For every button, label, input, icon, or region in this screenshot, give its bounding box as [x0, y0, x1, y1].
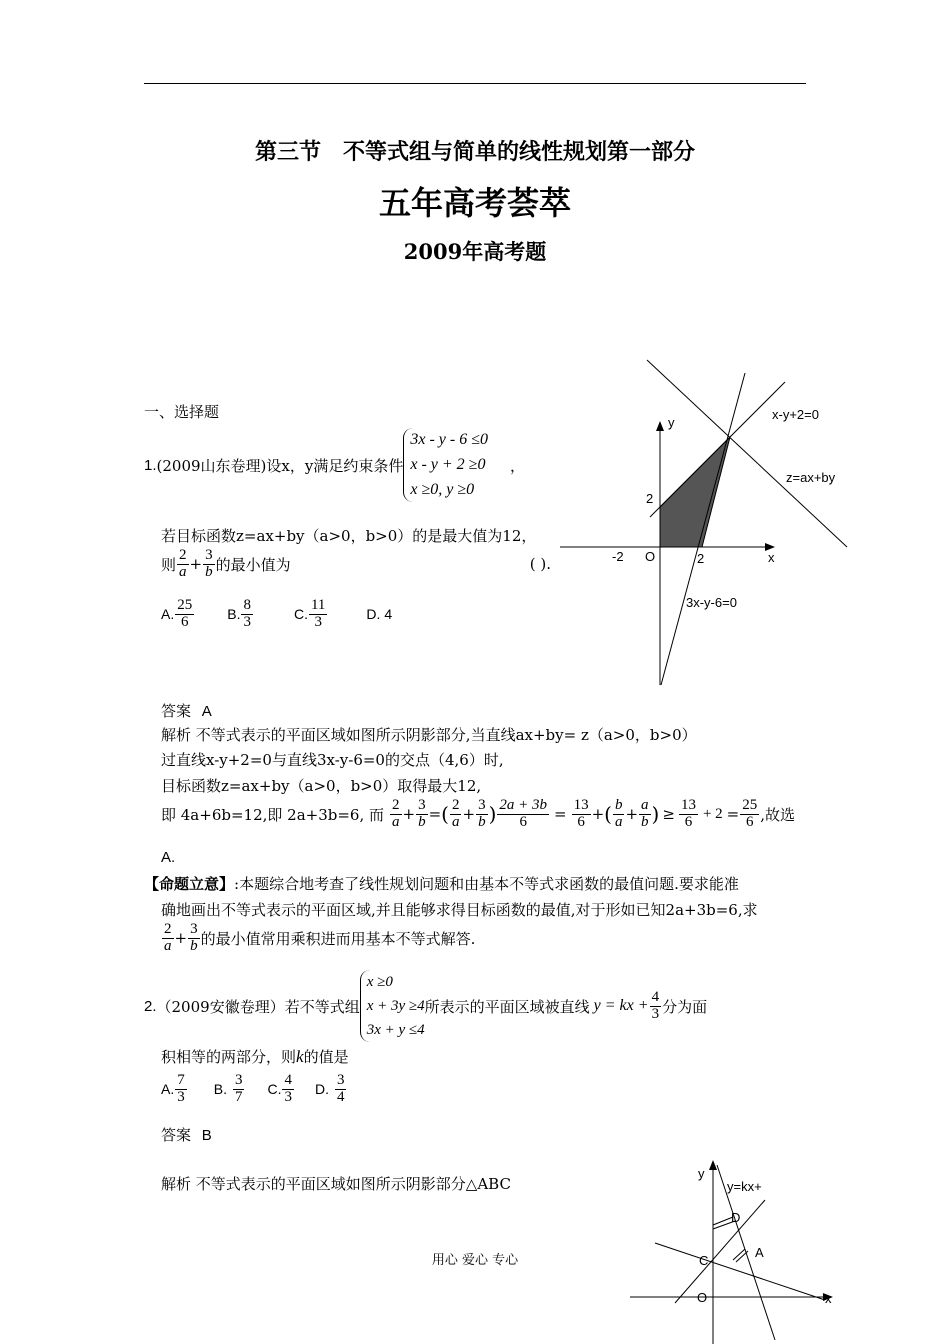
plus-two: + 2: [702, 805, 723, 822]
q1-option-d: D. 4: [366, 606, 393, 623]
frac-3-b: $\frac{3}{b}$: [418, 797, 426, 830]
q1-constraint: x ≥0, y ≥0: [410, 480, 475, 498]
y-axis-label: y: [698, 1166, 705, 1181]
x-axis-label: x: [768, 550, 775, 565]
frac-b-a: $\frac{b}{a}$: [614, 797, 623, 830]
answer-value: A: [201, 703, 212, 720]
line-label-y-kx: y=kx+: [727, 1179, 762, 1194]
feasible-region-shade: [660, 437, 730, 547]
answer-label: 答案: [161, 1126, 192, 1144]
q1-option-a: A. $\frac{25}{6}$: [161, 597, 193, 630]
answer-label: 答案: [161, 702, 192, 720]
origin-label: O: [645, 549, 656, 564]
plus-sign: +: [462, 805, 476, 824]
q2-stem-line2: 积相等的两部分，则k的值是: [161, 1047, 349, 1066]
left-paren: (: [604, 802, 612, 827]
q1-source: (2009山东卷理): [156, 456, 267, 475]
q2-stem-a: 若不等式组: [284, 997, 360, 1016]
q1-constraint: x - y + 2 ≥0: [410, 455, 486, 473]
q2-analysis-1: 解析 不等式表示的平面区域如图所示阴影部分△ABC: [161, 1175, 511, 1193]
right-paren: ): [651, 802, 660, 827]
line-x-minus-y-plus-2: [650, 382, 785, 517]
main-title: 五年高考荟萃: [378, 184, 571, 222]
q1-analysis-3: 目标函数z=ax+by（a>0，b>0）取得最大12,: [161, 777, 482, 795]
frac-a-b: $\frac{a}{b}$: [641, 797, 649, 830]
left-paren: (: [441, 802, 449, 827]
frac-13-6: $\frac{13}{6}$: [573, 797, 589, 830]
line-label-z: z=ax+by: [786, 470, 836, 485]
frac-3-b: $\frac{3}{b}$: [190, 921, 198, 954]
q2-stem-b: 所表示的平面区域被直线: [424, 997, 590, 1016]
q1-constraint-system: [403, 428, 488, 502]
y-axis-arrow: [656, 421, 664, 431]
formula-pre-text: 即 4a+6b=12,即 2a+3b=6, 而: [161, 805, 385, 824]
plus-sign: +: [189, 555, 203, 574]
frac-2-a: $\frac{2}{a}$: [164, 921, 172, 954]
q1-analysis-1: 解析 不等式表示的平面区域如图所示阴影部分,当直线ax+by= z（a>0，b>0）: [161, 726, 697, 744]
q2-constraint-system: [360, 970, 425, 1042]
q2-line-eq: y = kx +: [593, 997, 649, 1014]
q2-number: 2.: [144, 997, 157, 1015]
origin-label: O: [697, 1290, 708, 1305]
q1-analysis-2: 过直线x-y+2=0与直线3x-y-6=0的交点（4,6）时,: [161, 751, 504, 769]
y-axis-arrow: [709, 1160, 717, 1170]
formula-post-text: ,故选: [760, 805, 796, 824]
q1-line2: 若目标函数z=ax+by（a>0，b>0）的是最大值为12，: [161, 527, 537, 545]
q1-options: [161, 598, 392, 631]
q2-option-c: C. $\frac{4}{3}$: [267, 1072, 292, 1105]
q2-option-b: B. $\frac{3}{7}$: [213, 1072, 243, 1105]
line-label-3x-y-6: 3x-y-6=0: [686, 595, 737, 610]
q1-comma: ，: [509, 456, 525, 475]
q1-frac-3-b: $\frac{3}{b}$: [205, 547, 213, 580]
q2-constraint: x + 3y ≥4: [366, 998, 425, 1014]
tick-x2: 2: [697, 551, 705, 566]
frac-13-6: $\frac{13}{6}$: [680, 797, 696, 830]
section-title: 第三节 不等式组与简单的线性规划第一部分: [254, 139, 695, 165]
q1-stem: [144, 428, 525, 502]
q2-stem: [144, 970, 808, 1042]
q1-answer-paren: ( ).: [529, 555, 551, 574]
plus-sign: +: [174, 929, 188, 948]
q1-line3-post: 的最小值为: [215, 555, 291, 574]
q1-line3: [161, 548, 551, 581]
q2-constraint: 3x + y ≤4: [366, 1022, 425, 1038]
equals-sign: =: [554, 805, 567, 824]
tick-y2: 2: [646, 491, 654, 506]
q1-stem-text: 设x，y满足约束条件: [266, 456, 404, 475]
hatch-mark: [713, 1217, 733, 1225]
plus-sign: +: [402, 805, 416, 824]
k-symbol: k: [296, 1047, 304, 1066]
q1-intent-1: 【命题立意】:本题综合地考查了线性规划问题和由基本不等式求函数的最值问题.要求能准: [144, 875, 739, 893]
point-label-d: D: [731, 1210, 741, 1225]
intent-label: 【命题立意】: [144, 875, 235, 893]
q2-frac-4-3: $\frac{4}{3}$: [651, 988, 660, 1022]
page-footer: 用心 爱心 专心: [431, 1253, 519, 1268]
frac-2a3b-6: $\frac{2a + 3b}{6}$: [499, 797, 547, 830]
q2-answer: [161, 1124, 212, 1145]
q1-constraint: 3x - y - 6 ≤0: [410, 431, 488, 448]
point-label-c: C: [699, 1253, 709, 1268]
plus-sign: +: [625, 805, 639, 824]
q1-line3-pre: 则: [161, 555, 177, 574]
header-rule: [144, 83, 806, 84]
q1-option-c: C. $\frac{11}{3}$: [293, 597, 326, 630]
frac-2-a: $\frac{2}{a}$: [451, 797, 460, 830]
q1-answer: [161, 700, 212, 721]
q1-analysis-formula: [161, 798, 795, 831]
figure1-graph: [555, 355, 855, 690]
frac-25-6: $\frac{25}{6}$: [742, 797, 758, 830]
equals-sign: =: [726, 805, 740, 824]
q1-frac-2-a: $\frac{2}{a}$: [179, 547, 187, 580]
x-axis-label: x: [825, 1291, 832, 1306]
point-label-a: A: [755, 1245, 764, 1260]
q1-intent-3: $\frac{2}{a}$ + $\frac{3}{b}$ 的最小值常用乘积进而用基本不等式解答.: [164, 921, 476, 954]
right-paren: ): [488, 802, 497, 827]
ge-sign: ≥: [662, 805, 675, 824]
q1-number: 1.: [144, 456, 157, 474]
q2-option-d: D. $\frac{3}{4}$: [314, 1072, 345, 1105]
sub-title: 2009年高考题: [403, 239, 547, 264]
q2-option-a: A. $\frac{7}{3}$: [161, 1072, 185, 1105]
q1-analysis-5: A.: [161, 849, 176, 866]
q2-options: [161, 1073, 347, 1106]
q1-intent-2: 确地画出不等式表示的平面区域,并且能够求得目标函数的最值,对于形如已知2a+3b=6,求: [161, 901, 758, 919]
answer-value: B: [201, 1127, 212, 1144]
frac-2-a: $\frac{2}{a}$: [392, 797, 400, 830]
frac-3-b: $\frac{3}{b}$: [478, 797, 486, 830]
tick-neg2: -2: [612, 549, 624, 564]
plus-sign: +: [591, 805, 605, 824]
q2-source: （2009安徽卷理）: [156, 997, 285, 1016]
part-label: 一、选择题: [144, 403, 220, 421]
line-label-x-y-2: x-y+2=0: [772, 407, 819, 422]
y-axis-label: y: [668, 415, 675, 430]
q2-stem-c: 分为面: [662, 997, 708, 1016]
q1-option-b: B. $\frac{8}{3}$: [227, 597, 251, 630]
equals-sign: =: [428, 805, 442, 824]
q2-constraint: x ≥0: [366, 974, 393, 990]
